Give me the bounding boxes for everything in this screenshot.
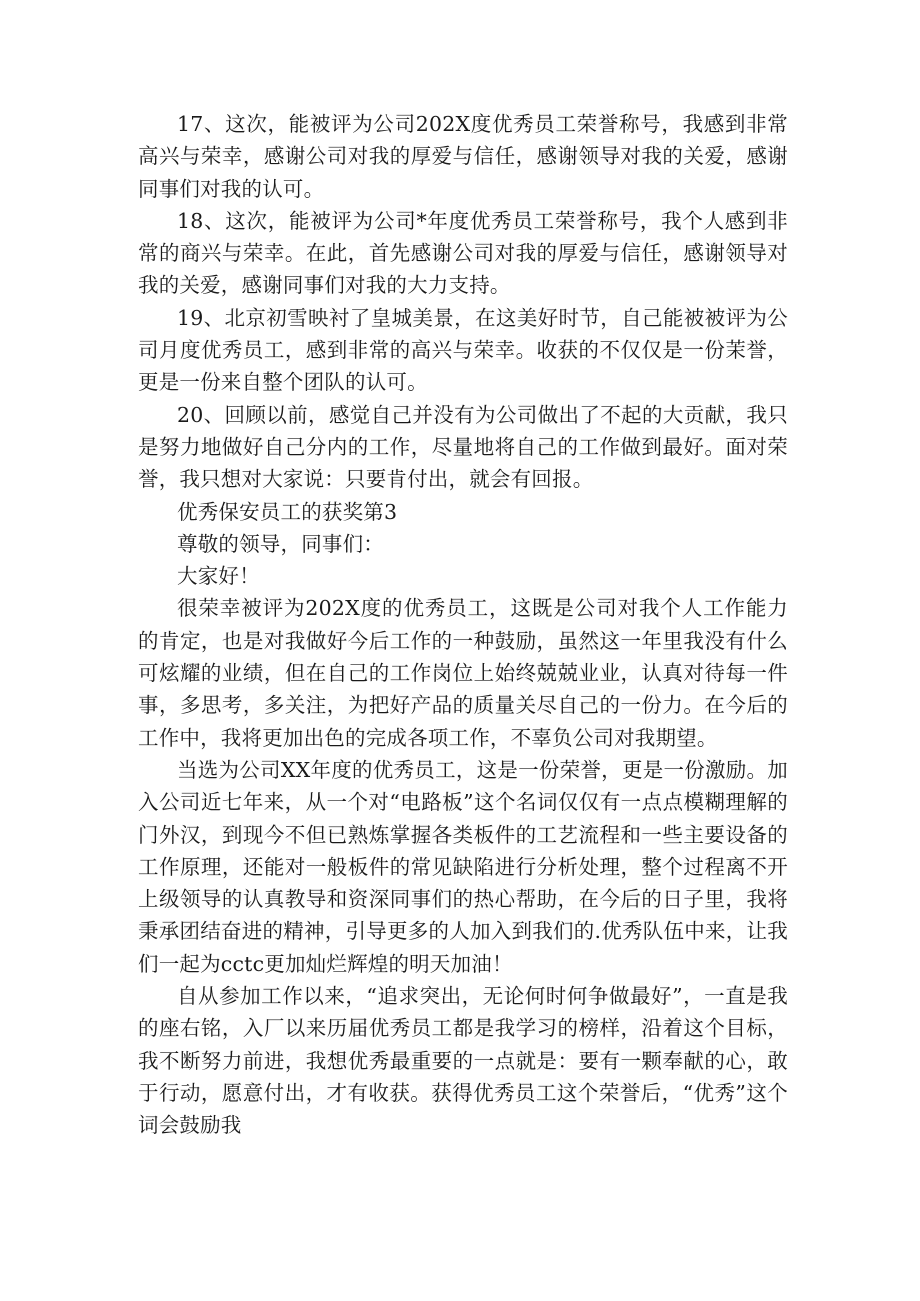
paragraph-19: 19、北京初雪映衬了皇城美景，在这美好时节，自己能被被评为公司月度优秀员工，感到非常的高兴与荣幸。收获的不仅仅是一份茉誉，更是一份来自整个团队的认可。 — [138, 305, 788, 395]
paragraph-20: 20、回顾以前，感觉自己并没有为公司做出了不起的大贡献，我只是努力地做好自己分内的工作，尽量地将自己的工作做到最好。面对荣誉，我只想对大家说：只要肯付出，就会有回报。 — [138, 402, 788, 492]
body-paragraph-1: 很荣幸被评为202X度的优秀员工，这既是公司对我个人工作能力的肯定，也是对我做好今后工作的一种鼓励，虽然这一年里我没有什么可炫耀的业绩，但在自己的工作岗位上始终兢兢业业，认真对待每一件事，多思考，多关注，为把好产品的质量关尽自己的一份力。在今后的工作中，我将更加出色的完成各项工作，不辜负公司对我期望。 — [138, 596, 788, 750]
greeting: 大家好！ — [177, 564, 260, 589]
section-heading: 优秀保安员工的获奖第3 — [177, 499, 398, 524]
paragraph-18: 18、这次，能被评为公司*年度优秀员工荣誉称号，我个人感到非常的商兴与荣幸。在此，首先感谢公司对我的厚爱与信任，感谢领导对我的关爱，感谢同事们对我的大力支持。 — [138, 208, 788, 298]
body-paragraph-2: 当选为公司XX年度的优秀员工，这是一份荣誉，更是一份激励。加入公司近七年来，从一个对“电路板”这个名词仅仅有一点点模糊理解的门外汉，到现今不但已熟炼掌握各类板件的工艺流程和一些主要设备的工作原理，还能对一般板件的常见缺陷进行分析处理，整个过程离不开上级领导的认真教导和资深同事们的热心帮助，在今后的日子里，我将秉承团结奋进的精神，引导更多的人加入到我们的.优秀队伍中来，让我们一起为cctc更加灿烂辉煌的明天加油！ — [138, 757, 788, 976]
salutation: 尊敬的领导，同事们： — [177, 531, 384, 556]
document-body — [138, 108, 788, 1142]
body-paragraph-3: 自从参加工作以来，“追求突出，无论何时何争做最好”，一直是我的座右铭，入厂以来历届优秀员工都是我学习的榜样，沿着这个目标，我不断努力前进，我想优秀最重要的一点就是：要有一颗奉献的心，敢于行动，愿意付出，才有收获。获得优秀员工这个荣誉后，“优秀”这个词会鼓励我 — [138, 984, 788, 1138]
paragraph-17: 17、这次，能被评为公司202X度优秀员工荣誉称号，我感到非常高兴与荣幸，感谢公司对我的厚爱与信任，感谢领导对我的关爱，感谢同事们对我的认可。 — [138, 112, 788, 201]
